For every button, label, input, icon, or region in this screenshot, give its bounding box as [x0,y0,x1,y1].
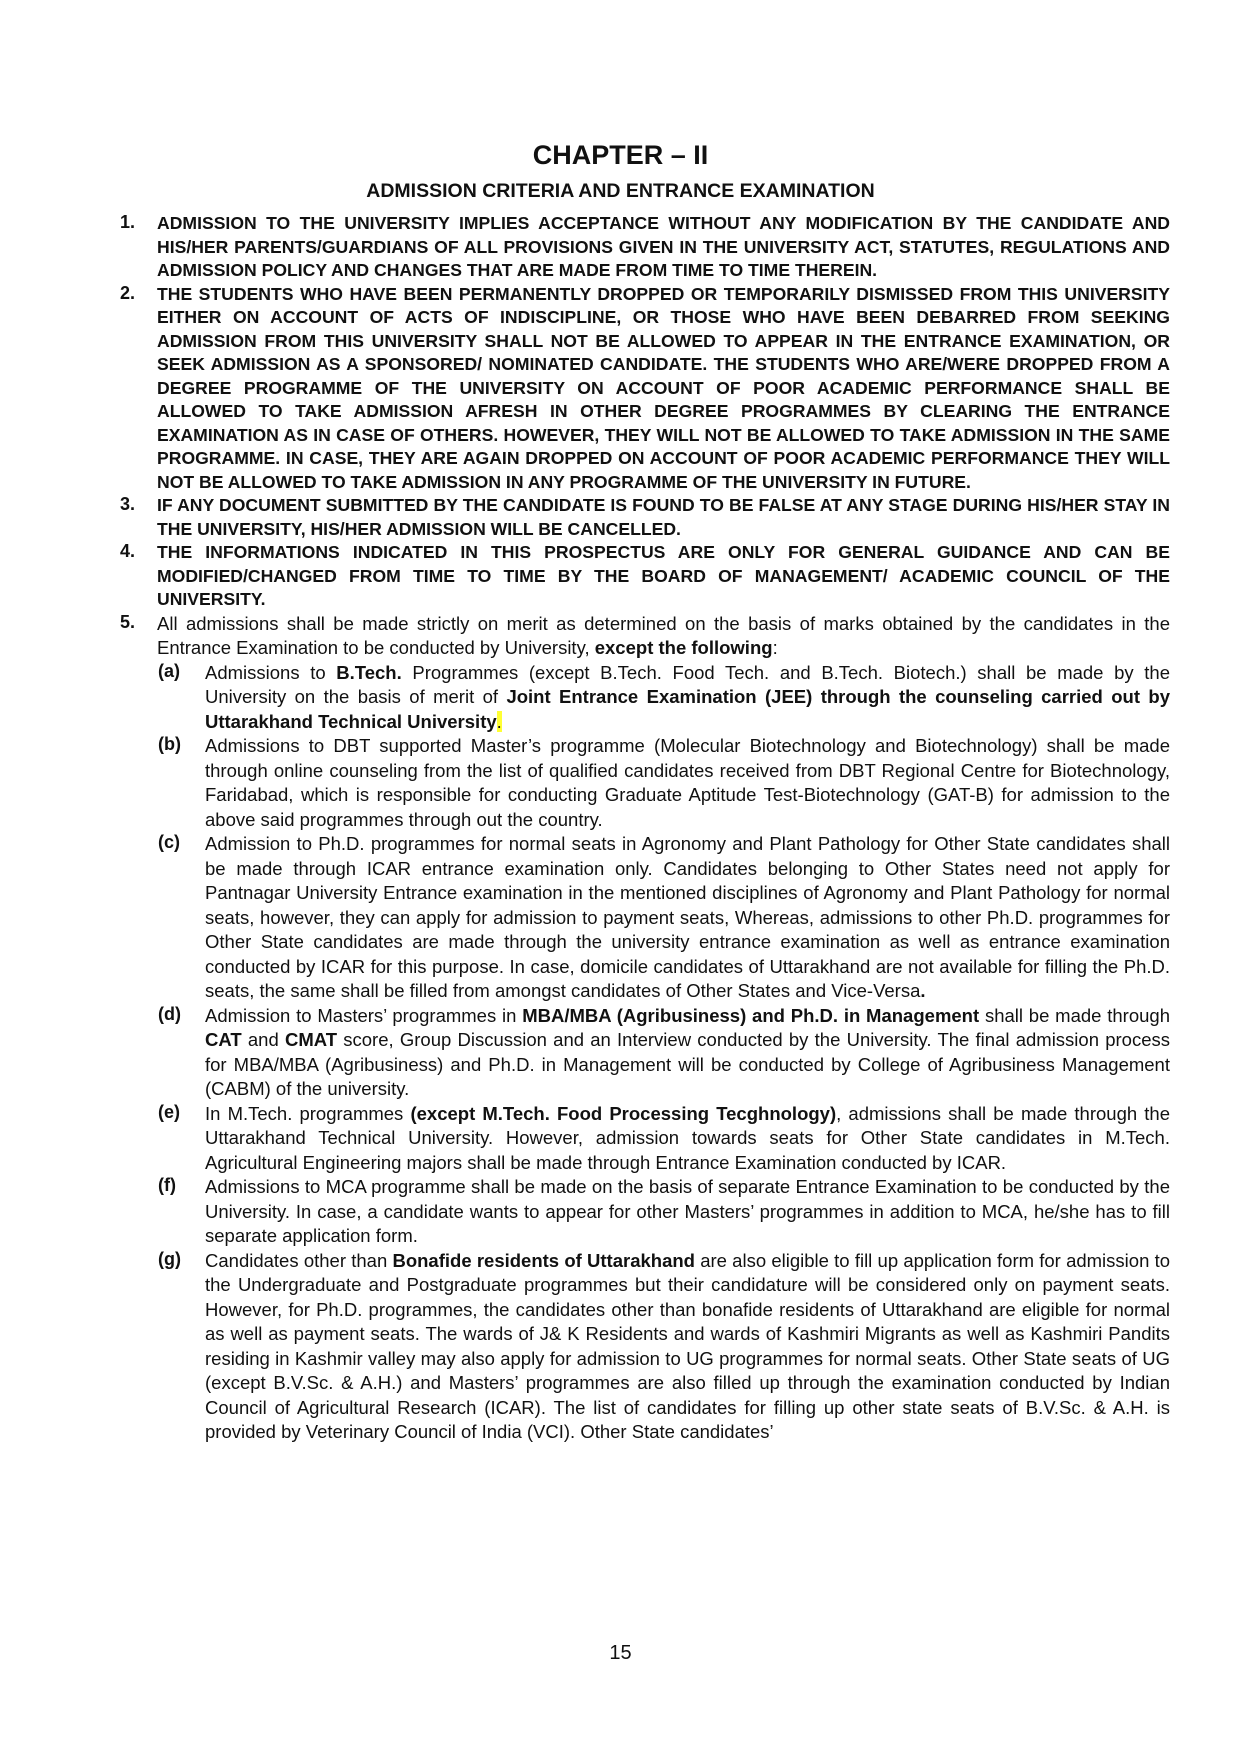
item-number: 5. [120,611,136,632]
sub-item-e [120,1102,1170,1176]
sub-label: (e) [158,1101,180,1122]
chapter-subtitle: ADMISSION CRITERIA AND ENTRANCE EXAMINATION [366,180,875,202]
text-run: and [241,1029,285,1050]
intro-end: : [772,637,778,658]
text-run: are also eligible to fill up application form for admission to the Undergraduate and Postgraduate programmes but their candidature will be considered only on payment seats. However, for Ph.D. programmes, the candidates other than bonafide residents of Uttarakhand are eligible for normal as well as payment seats. The wards of J& K Residents and wards of Kashmiri Migrants as well as Kashmiri Pandits residing in Kashmir valley may also apply for admission to UG programmes for normal seats. Other State seats of UG (except B.V.Sc. & A.H.) and Masters’ programmes are also filled up through the examination conducted by Indian Council of Agricultural Research (ICAR). The list of candidates for filling up other state seats of B.V.Sc. & A.H. is provided by Veterinary Council of India (VCI). Other State candidates’ [205,1249,1171,1442]
text-run: score, Group Discussion and an Interview conducted by the University. The final admission process for MBA/MBA (Agribusiness) and Ph.D. in Management will be conducted by College of Agribusiness Management (CABM) of the university. [205,1029,1170,1099]
sub-text [205,832,1170,1004]
sub-item-g [120,1249,1170,1445]
list-item-3 [120,494,1170,541]
text-run: Admission to Ph.D. programmes for normal seats in Agronomy and Plant Pathology for Other State candidates shall be made through ICAR entrance examination only. Candidates belonging to Other States need not apply for Pantnagar University Entrance examination in the mentioned disciplines of Agronomy and Plant Pathology for normal seats, however, they can apply for admission to payment seats, Whereas, admissions to other Ph.D. programmes for Other State candidates are made through the university entrance examination as well as entrance examination conducted by ICAR for this purpose. In case, domicile candidates of Uttarakhand are not available for filling the Ph.D. seats, the same shall be filled from amongst candidates of Other States and Vice-Versa [205,833,1170,1001]
list-item-2 [120,283,1170,495]
page-number: 15 [609,1642,632,1664]
text-run: In M.Tech. programmes [205,1102,411,1124]
bold-run: CAT [205,1029,242,1050]
item-number: 3. [120,494,136,514]
sub-label: (a) [158,660,180,681]
sub-item-f [120,1175,1170,1249]
chapter-title: CHAPTER – II [532,140,709,170]
item-text: IF ANY DOCUMENT SUBMITTED BY THE CANDIDATE IS FOUND TO BE FALSE AT ANY STAGE DURING HIS/HER STAY IN THE UNIVERSITY, HIS/HER ADMISSION WILL BE CANCELLED. [157,495,1170,539]
sub-text [205,1249,1170,1445]
item-number: 4. [120,541,136,561]
text-run: Admissions to [205,661,337,683]
item-text: THE INFORMATIONS INDICATED IN THIS PROSPECTUS ARE ONLY FOR GENERAL GUIDANCE AND CAN BE MODIFIED/CHANGED FROM TIME TO TIME BY THE BOARD OF MANAGEMENT/ ACADEMIC COUNCIL OF THE UNIVERSITY. [157,542,1170,609]
document-body [120,212,1170,1445]
sub-text [205,1004,1170,1102]
sub-text: Admissions to DBT supported Master’s programme (Molecular Biotechnology and Biotechnology) shall be made through online counseling from the list of qualified candidates received from DBT Regional Centre for Biotechnology, Faridabad, which is responsible for conducting Graduate Aptitude Test-Biotechnology (GAT-B) for admission to the above said programmes through out the country. [205,735,1170,830]
bold-run: Bonafide residents of Uttarakhand [392,1249,695,1271]
sub-label: (g) [158,1248,181,1269]
bold-run: B.Tech. [336,661,402,683]
sub-item-d [120,1004,1170,1102]
text-run: , admissions shall be made through the Uttarakhand Technical University. However, admission towards seats for Other State candidates in M.Tech. Agricultural Engineering majors shall be made through Entrance Examination conducted by ICAR. [205,1102,1170,1173]
sub-label: (b) [158,734,181,754]
bold-run: CMAT [284,1029,338,1050]
item-number: 1. [120,212,136,232]
item-number: 2. [120,282,136,303]
item-text [157,612,1170,661]
bold-run: . [920,980,926,1001]
text-run: Candidates other than [205,1249,393,1271]
sub-item-a [120,661,1170,735]
intro-bold: except the following [594,637,773,658]
item-text: THE STUDENTS WHO HAVE BEEN PERMANENTLY DROPPED OR TEMPORARILY DISMISSED FROM THIS UNIVERSITY EITHER ON ACCOUNT OF ACTS OF INDISCIPLINE, OR THOSE WHO HAVE BEEN DEBARRED FROM SEEKING ADMISSION FROM THIS UNIVERSITY SHALL NOT BE ALLOWED TO APPEAR IN THE ENTRANCE EXAMINATION, OR SEEK ADMISSION AS A SPONSORED/ NOMINATED CANDIDATE. THE STUDENTS WHO ARE/WERE DROPPED FROM A DEGREE PROGRAMME OF THE UNIVERSITY ON ACCOUNT OF POOR ACADEMIC PERFORMANCE SHALL BE ALLOWED TO TAKE ADMISSION AFRESH IN OTHER DEGREE PROGRAMMES BY CLEARING THE ENTRANCE EXAMINATION AS IN CASE OF OTHERS. HOWEVER, THEY WILL NOT BE ALLOWED TO TAKE ADMISSION IN THE SAME PROGRAMME. IN CASE, THEY ARE AGAIN DROPPED ON ACCOUNT OF POOR ACADEMIC PERFORMANCE THEY WILL NOT BE ALLOWED TO TAKE ADMISSION IN ANY PROGRAMME OF THE UNIVERSITY IN FUTURE. [157,283,1170,492]
sub-text [205,1102,1170,1176]
sub-item-c [120,832,1170,1004]
text-run: Admission to Masters’ programmes in [205,1004,523,1026]
text-run: Programmes (except B.Tech. Food Tech. and B.Tech. Biotech.) shall be made by the University on the basis of merit of [205,661,1170,707]
sub-label: (f) [158,1175,176,1195]
sub-label: (c) [158,832,180,852]
bold-run: (except M.Tech. Food Processing Tecghnology) [410,1102,837,1124]
sub-text: Admissions to MCA programme shall be made on the basis of separate Entrance Examination to be conducted by the University. In case, a candidate wants to appear for other Masters’ programmes in addition to MCA, he/she has to fill separate application form. [205,1176,1170,1246]
list-item-5 [120,612,1170,661]
text-run: shall be made through [979,1004,1170,1026]
sub-text [205,661,1170,735]
list-item-1 [120,212,1170,283]
list-item-4 [120,541,1170,612]
sub-item-b [120,734,1170,832]
bold-run: MBA/MBA (Agribusiness) and Ph.D. in Management [522,1004,980,1026]
sub-label: (d) [158,1003,181,1024]
intro-text: All admissions shall be made strictly on merit as determined on the basis of marks obtained by the candidates in the Entrance Examination to be conducted by University, [157,612,1170,658]
highlight-mark: . [496,710,502,732]
item-text: ADMISSION TO THE UNIVERSITY IMPLIES ACCEPTANCE WITHOUT ANY MODIFICATION BY THE CANDIDATE AND HIS/HER PARENTS/GUARDIANS OF ALL PROVISIONS GIVEN IN THE UNIVERSITY ACT, STATUTES, REGULATIONS AND ADMISSION POLICY AND CHANGES THAT ARE MADE FROM TIME TO TIME THEREIN. [157,213,1170,280]
bold-run: Joint Entrance Examination (JEE) through the counseling carried out by Uttarakhand Technical University [205,686,1170,732]
